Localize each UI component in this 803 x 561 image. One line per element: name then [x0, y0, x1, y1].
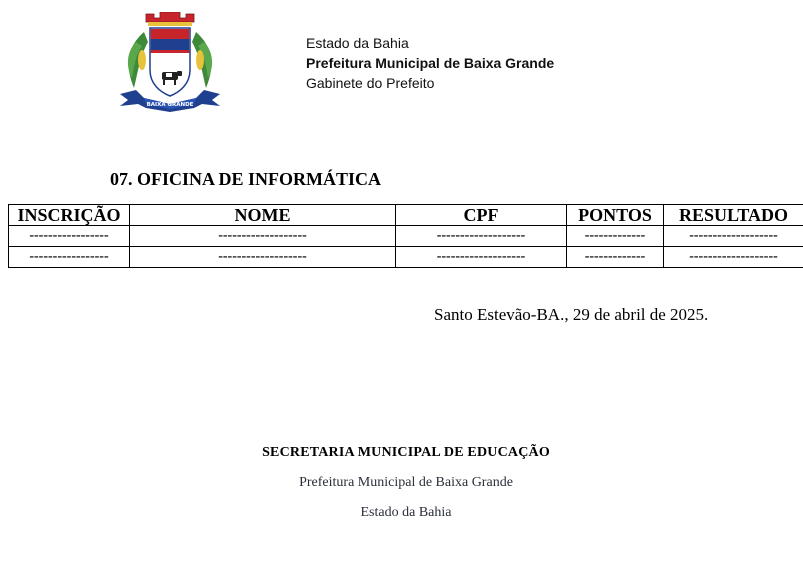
column-header-inscricao: INSCRIÇÃO — [9, 205, 130, 226]
table-cell: ------------------- — [130, 226, 396, 247]
signature-block — [150, 443, 662, 523]
table-cell: ------------------- — [664, 226, 803, 247]
signature-municipality: Prefeitura Municipal de Baixa Grande — [299, 475, 513, 490]
coat-of-arms-icon — [114, 12, 226, 112]
signature-state: Estado da Bahia — [360, 505, 452, 520]
section-title: 07. OFICINA DE INFORMÁTICA — [110, 169, 382, 189]
table-row — [9, 226, 803, 247]
table-cell: ------------------- — [664, 247, 803, 268]
table-cell: ------------------- — [396, 226, 567, 247]
table-row — [9, 247, 803, 268]
letterhead-office: Gabinete do Prefeito — [306, 75, 435, 91]
column-header-resultado: RESULTADO — [664, 205, 803, 226]
column-header-nome: NOME — [130, 205, 396, 226]
municipal-coat-of-arms — [114, 12, 226, 112]
table-cell: ------------------- — [396, 247, 567, 268]
crest-ribbon-label: BAIXA GRANDE — [146, 102, 194, 108]
signature-department: SECRETARIA MUNICIPAL DE EDUCAÇÃO — [262, 445, 550, 460]
table-cell: ------------------- — [130, 247, 396, 268]
table-cell: ----------------- — [9, 226, 130, 247]
column-header-pontos: PONTOS — [567, 205, 664, 226]
table-header-row — [9, 205, 803, 226]
place-and-date: Santo Estevão-BA., 29 de abril de 2025. — [434, 305, 709, 324]
results-table — [8, 204, 803, 268]
letterhead — [306, 33, 554, 93]
table-cell: ----------------- — [9, 247, 130, 268]
table-cell: ------------- — [567, 247, 664, 268]
letterhead-state: Estado da Bahia — [306, 35, 409, 51]
column-header-cpf: CPF — [396, 205, 567, 226]
table-cell: ------------- — [567, 226, 664, 247]
letterhead-municipality: Prefeitura Municipal de Baixa Grande — [306, 55, 555, 71]
